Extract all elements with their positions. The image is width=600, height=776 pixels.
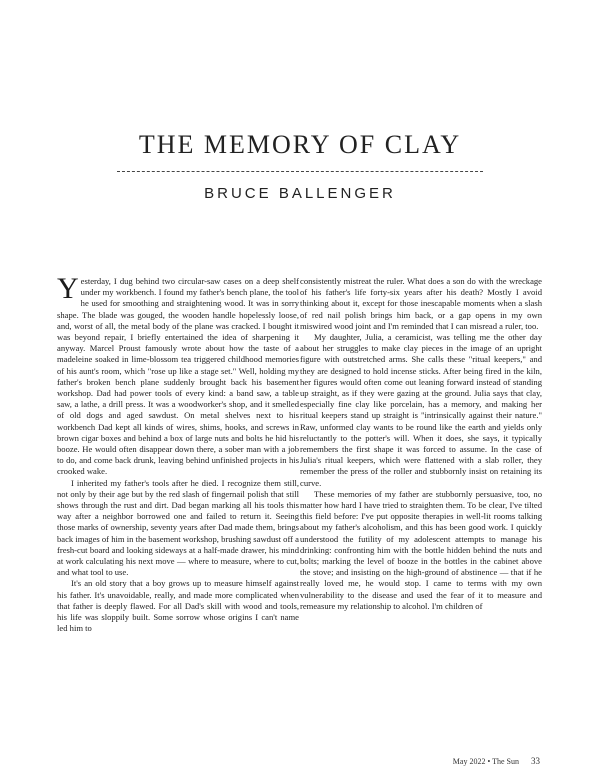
article-title: THE MEMORY OF CLAY <box>138 130 462 159</box>
paragraph: My daughter, Julia, a ceramicist, was telling me the other day about her struggles to make clay pieces in the image of an upright figure with outstretched arms. She calls these "ritual keepers," and they are designed to hold incense sticks. After being fired in the kiln, her figures would often come out leaning forward instead of standing up straight, as if they were gazing at the ground. Julia says that clay, especially fine clay like porcelain, has a memory, and making her ritual keepers stand up straight is "intrinsically against their nature." Raw, unformed clay wants to be round like the earth and yields only reluctantly to the potter's will. When it does, she says, it typically remembers the first shape it was forced to assume. In the case of Julia's ritual keepers, which were flattened with a slab roller, they remember the press of the roller and stubbornly insist on retaining its curve. <box>300 332 542 488</box>
text-column-right <box>300 276 542 738</box>
paragraph-text: esterday, I dug behind two circular-saw cases on a deep shelf under my workbench. I found my father's bench plane, the tool he used for smoothing and straightening wood. It was in sorry shape. The blade was gouged, the wooden handle hopelessly loose, and, worst of all, the metal body of the plane was cracked. I bought it was beyond repair, I briefly entertained the idea of sharpening it anyway. Marcel Proust famously wrote about how the taste of a madeleine soaked in lime-blossom tea triggered childhood memories of his aunt's room, which "rose up like a stage set." Well, holding my father's broken bench plane suddenly brought back his basement workshop. Dad had power tools of every kind: a band saw, a table saw, a lathe, a drill press. It was a woodworker's shop, and it smelled of old dogs and aged sawdust. On metal shelves next to his workbench Dad kept all kinds of wires, shims, hooks, and screws in brown cigar boxes and behind a box of large nuts and bolts he hid his booze. He would often disappear down there, a sober man with a job to do, and come back drunk, leaving behind unfinished projects in his crooked wake. <box>57 276 299 477</box>
title-divider <box>117 171 483 172</box>
drop-cap: Y <box>57 276 79 305</box>
article-author: BRUCE BALLENGER <box>204 185 396 202</box>
paragraph: consistently mistreat the ruler. What does a son do with the wreckage of his father's life forty-six years after his death? Mostly I avoid thinking about it, except for those inescapable moments when a slash of red nail polish brings him back, or a gap opens in my own miswired wood joint and I'm reminded that I can misread a ruler, too. <box>300 276 542 331</box>
page-footer <box>453 756 540 766</box>
paragraph: It's an old story that a boy grows up to measure himself against his father. It's unavoidable, really, and made more complicated when that father is deeply flawed. For all Dad's skill with wood and tools, his life was sloppily built. Some sorrow whose origins I can't name led him to <box>57 578 299 634</box>
paragraph <box>57 276 299 478</box>
paragraph: I inherited my father's tools after he died. I recognize them still, not only by their age but by the red slash of fingernail polish that still shows through the rust and dirt. Dad began marking all his tools this way after a neighbor borrowed one and failed to return it. Seeing those marks of ownership, seventy years after Dad made them, brings back images of him in the basement workshop, brushing sawdust off a fresh-cut board and looking sideways at a half-made drawer, his mind at work calculating his next move — where to measure, where to cut, and what tool to use. <box>57 477 299 578</box>
issue-label: May 2022 • The Sun <box>452 757 519 766</box>
paragraph: These memories of my father are stubbornly persuasive, too, no matter how hard I have tried to straighten them. To be clear, I've tilted this field before: I've put opposite therapies in well-lit rooms talking about my father's alcoholism, and this has been good work. I quickly understood the futility of my adolescent attempts to manage his drinking: confronting him with the bottle hidden behind the nuts and bolts; marking the level of booze in the bottles in the cabinet above the stove; and insisting on the high-ground of abstinence — that if he really loved me, he would stop. I came to terms with my own vulnerability to the disease and used the fear of it to measure and remeasure my relationship to alcohol. I'm children of <box>300 488 542 611</box>
page-number: 33 <box>531 756 540 766</box>
text-column-left <box>57 276 299 738</box>
